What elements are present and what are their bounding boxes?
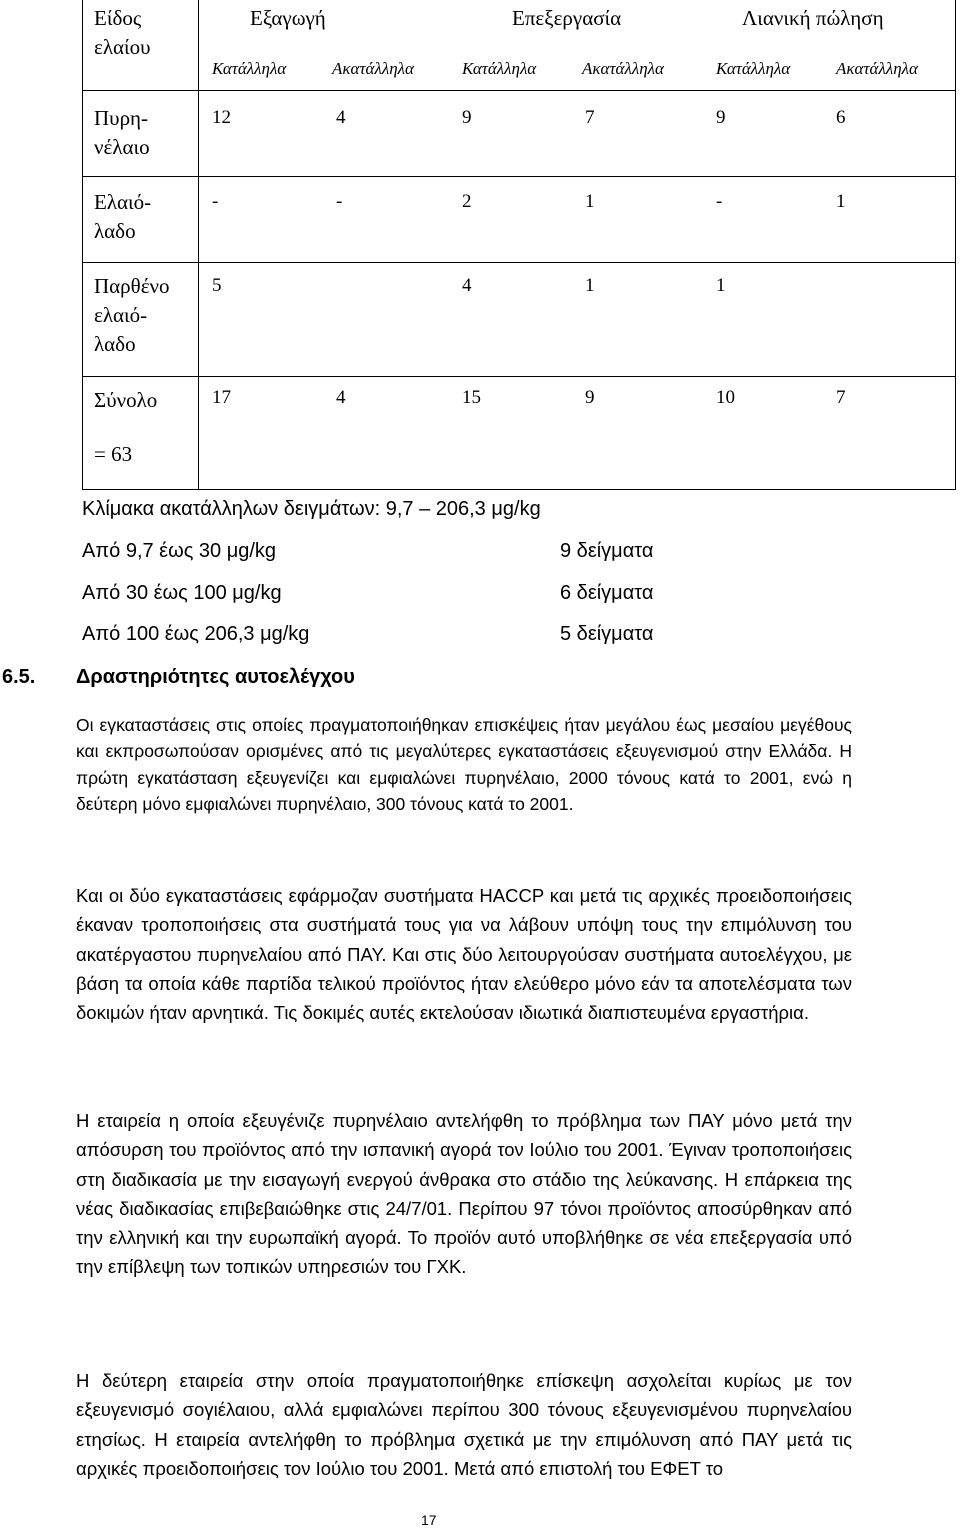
- subheader-unsuitable: Ακατάλληλα: [582, 59, 664, 78]
- table-cell: 9: [716, 107, 726, 128]
- row-label-line: λαδο: [94, 332, 136, 356]
- table-cell: 1: [716, 275, 726, 296]
- table-cell: 7: [585, 107, 595, 128]
- body-paragraph: Η δεύτερη εταιρεία στην οποία πραγματοποιήθηκε επίσκεψη ασχολείται κυρίως με τον εξευγενισμό σογιέλαιου, αλλά εμφιαλώνει περίπου 300 τόνους εξευγενισμένου πυρηνελαίου ετησίως. Η εταιρεία αντελήφθη το πρόβλημα σχετικά με την επιμόλυνση από ΠΑΥ μετά τις αρχικές προειδοποιήσεις τον Ιούλιο του 2001. Μετά από επιστολή του ΕΦΕΤ το: [76, 1370, 852, 1479]
- table-cell: 1: [585, 191, 595, 212]
- table-cell: 2: [462, 191, 472, 212]
- row-label-line: Ελαιό-: [94, 190, 152, 214]
- scale-range: Από 9,7 έως 30 μg/kg: [82, 540, 277, 562]
- table-border-bottom: [82, 489, 956, 490]
- table-cell: 1: [585, 275, 595, 296]
- table-cell: -: [212, 191, 219, 212]
- row-label-line: Πυρη-: [94, 106, 149, 130]
- total-label: Σύνολο: [94, 388, 158, 412]
- scale-range: Από 30 έως 100 μg/kg: [82, 582, 282, 604]
- group-header-retail: Λιανική πώληση: [742, 6, 884, 30]
- table-border-left: [82, 0, 83, 490]
- table-corner-label: [94, 4, 151, 62]
- table-cell: 4: [336, 387, 346, 408]
- row-label-line: νέλαιο: [94, 135, 150, 159]
- table-divider-label: [198, 0, 199, 490]
- section-number: 6.5.: [2, 666, 36, 688]
- row-label-line: λαδο: [94, 219, 136, 243]
- table-cell: 4: [462, 275, 472, 296]
- body-paragraph: Και οι δύο εγκαταστάσεις εφάρμοζαν συστήματα HACCP και μετά τις αρχικές προειδοποιήσεις έκαναν τροποποιήσεις στα συστήματά τους για να λάβουν υπόψη τους την επιμόλυνση του ακατέργαστου πυρηνελαίου από ΠΑΥ. Και στις δύο λειτουργούσαν συστήματα αυτοελέγχου, με βάση τα οποία κάθε παρτίδα τελικού προϊόντος ήταν ελεύθερο μόνο εάν τα αποτελέσματα των δοκιμών ήταν αρνητικά. Τις δοκιμές αυτές εκτελούσαν ιδιωτικά διαπιστευμένα εργαστήρια.: [76, 885, 852, 1024]
- table-cell: -: [336, 191, 343, 212]
- body-paragraph: Η εταιρεία η οποία εξευγένιζε πυρηνέλαιο αντελήφθη το πρόβλημα των ΠΑΥ μόνο μετά την απόσυρση του προϊόντος από την ισπανική αγορά τον Ιούλιο του 2001. Έγιναν τροποποιήσεις στη διαδικασία με την εισαγωγή ενεργού άνθρακα στο στάδιο της λεύκανσης. Η επάρκεια της νέας διαδικασίας επιβεβαιώθηκε στις 24/7/01. Περίπου 97 τόνοι προϊόντος αποσύρθηκαν από την ελληνική και την ευρωπαϊκή αγορά. Το προϊόν αυτό υποβλήθηκε σε νέα επεξεργασία υπό την επίβλεψη των τοπικών υπηρεσιών του ΓΧΚ.: [76, 1110, 852, 1278]
- table-rule-row1: [82, 176, 956, 177]
- page-number: 17: [421, 1512, 437, 1528]
- subheader-unsuitable: Ακατάλληλα: [836, 59, 918, 78]
- table-rule-row3: [82, 376, 956, 377]
- scale-count: 5 δείγματα: [560, 623, 654, 645]
- subheader-suitable: Κατάλληλα: [212, 59, 287, 78]
- row-label-line: ελαιό-: [94, 303, 148, 327]
- subheader-unsuitable: Ακατάλληλα: [332, 59, 414, 78]
- scale-range: Από 100 έως 206,3 μg/kg: [82, 623, 310, 645]
- row-label-olive-oil: [94, 188, 151, 246]
- grand-total: = 63: [94, 442, 133, 466]
- table-cell: 12: [212, 107, 231, 128]
- table-rule-row2: [82, 262, 956, 263]
- table-cell: -: [716, 191, 723, 212]
- corner-label-line2: ελαίου: [94, 35, 151, 59]
- row-label-pomace-oil: [94, 104, 150, 162]
- subheader-suitable: Κατάλληλα: [462, 59, 537, 78]
- group-header-export: Εξαγωγή: [250, 6, 326, 30]
- corner-label-line1: Είδος: [94, 6, 142, 30]
- row-label-line: Παρθένο: [94, 274, 170, 298]
- row-label-virgin-olive-oil: [94, 272, 170, 359]
- scale-count: 6 δείγματα: [560, 582, 654, 604]
- scale-title: Κλίμακα ακατάλληλων δειγμάτων: 9,7 – 206,3 μg/kg: [82, 498, 541, 520]
- table-cell: 6: [836, 107, 846, 128]
- table-cell: 5: [212, 275, 222, 296]
- table-cell: 17: [212, 387, 231, 408]
- group-header-processing: Επεξεργασία: [512, 6, 622, 30]
- table-cell: 10: [716, 387, 735, 408]
- table-cell: 9: [462, 107, 472, 128]
- table-cell: 1: [836, 191, 846, 212]
- section-title: Δραστηριότητες αυτοελέγχου: [76, 666, 355, 688]
- table-cell: 4: [336, 107, 346, 128]
- subheader-suitable: Κατάλληλα: [716, 59, 791, 78]
- body-paragraph: Οι εγκαταστάσεις στις οποίες πραγματοποιήθηκαν επισκέψεις ήταν μεγάλου έως μεσαίου μεγέθους και εκπροσωπούσαν ορισμένες από τις μεγαλύτερες εγκαταστάσεις εξευγενισμού στην Ελλάδα. Η πρώτη εγκατάσταση εξευγενίζει και εμφιαλώνει πυρηνέλαιο, 2000 τόνους κατά το 2001, ενώ η δεύτερη μόνο εμφιαλώνει πυρηνέλαιο, 300 τόνους κατά το 2001.: [76, 715, 852, 815]
- table-border-right: [955, 0, 956, 490]
- table-cell: 15: [462, 387, 481, 408]
- table-rule-header: [82, 90, 956, 91]
- table-cell: 7: [836, 387, 846, 408]
- scale-count: 9 δείγματα: [560, 540, 654, 562]
- table-cell: 9: [585, 387, 595, 408]
